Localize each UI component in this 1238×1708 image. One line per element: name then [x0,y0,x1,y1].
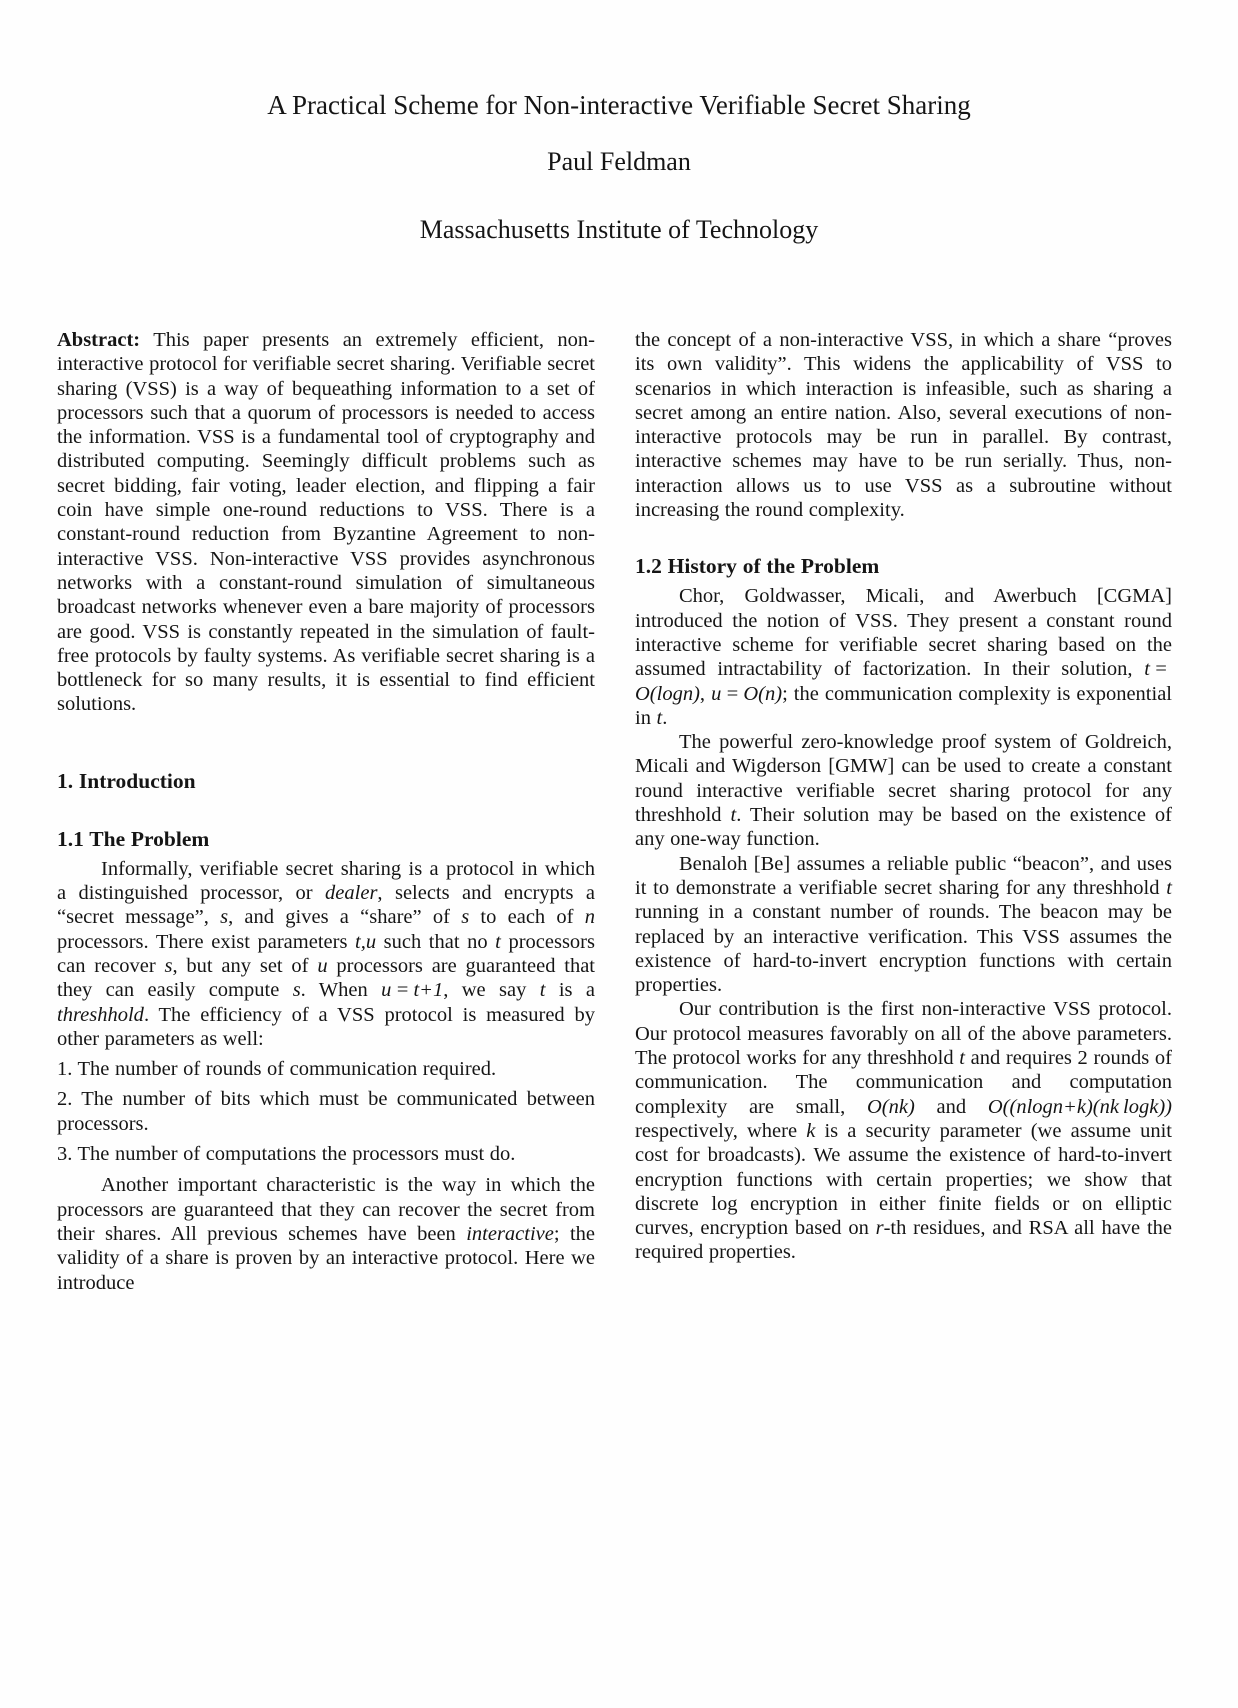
abstract-text: This paper presents an extremely efficient, non-interactive protocol for verifiable secret sharing. Verifiable secret sharing (VSS) is a way of bequeathing information to a set of processors such that a quorum of processors is needed to access the information. VSS is a fundamental tool of cryptography and distributed computing. Seemingly difficult problems such as secret bidding, fair voting, leader election, and flipping a fair coin have simple one-round reductions to VSS. There is a constant-round reduction from Byzantine Agreement to non-interactive VSS. Non-interactive VSS provides asynchronous networks with a constant-round simulation of simultaneous broadcast networks whenever even a bare majority of processors are good. VSS is constantly repeated in the simulation of fault-free protocols by faulty systems. As verifiable secret sharing is a bottleneck for so many results, it is essential to find efficient solutions. [57,329,595,716]
paragraph-contribution [635,997,1172,1264]
text-segment: The powerful zero-knowledge proof system of Goldreich, Micali and Wigderson [GMW] can be used to create a constant round interactive verifiable secret sharing protocol for any threshhold [635,731,1172,827]
right-column [635,328,1172,1265]
text-segment: is a security parameter (we assume unit cost for broadcasts). We assume the existence of hard-to-invert encryption functions with certain properties; we show that discrete log encryption in either finite fields or on elliptic curves, encryption based on [635,1119,1172,1240]
text-segment: s [164,954,173,977]
text-segment: and requires 2 rounds of communication. The communication and computation complexity are small, [635,1047,1172,1118]
text-segment: . [662,706,668,729]
paragraph-cgma [635,584,1172,730]
text-segment: s [292,979,301,1002]
text-segment: u [317,954,328,977]
paragraph-problem [57,857,595,1051]
text-segment: , we say [443,979,540,1002]
abstract-paragraph [57,328,595,717]
subsection-heading-history: 1.2 History of the Problem [635,554,880,579]
text-segment: t [539,979,546,1002]
text-segment: t [959,1047,965,1070]
text-segment: t,u [355,930,377,953]
text-segment: t = O(logn) [635,658,1172,705]
paper-title: A Practical Scheme for Non-interactive Verifiable Secret Sharing [267,90,971,120]
text-segment: u = t+1 [381,979,444,1002]
text-segment: t [495,930,501,953]
text-segment: threshhold [57,1003,144,1026]
text-segment: t [1166,876,1172,899]
text-segment: Benaloh [Be] assumes a reliable public “beacon”, and uses it to demonstrate a verifiable secret sharing for any threshhold [635,852,1172,899]
text-segment: t [730,804,737,827]
text-segment: running in a constant number of rounds. The beacon may be replaced by an interactive verification. This VSS assumes the existence of hard-to-invert encryption functions with certain properties. [635,901,1172,997]
text-segment: . The efficiency of a VSS protocol is measured by other parameters as well: [57,1003,595,1050]
text-segment: . When [300,979,382,1002]
paper-affiliation: Massachusetts Institute of Technology [419,215,819,244]
text-segment: -th residues, and RSA all have the required properties. [635,1217,1172,1264]
paragraph-continuation: the concept of a non-interactive VSS, in which a share “proves its own validity”. This widens the applicability of VSS to scenarios in which interaction is infeasible, such as sharing a secret among an entire nation. Also, several executions of non-interactive protocols may be run in parallel. By contrast, interactive schemes may have to be run serially. Thus, non-interaction allows us to use VSS as a subroutine without increasing the round complexity. [635,329,1172,522]
text-segment: r [875,1217,884,1240]
paper-author: Paul Feldman [547,147,691,176]
text-segment: , selects and encrypts a “secret message”, [57,882,595,929]
text-segment: k [806,1119,816,1142]
abstract-label: Abstract: [57,329,141,351]
text-segment: Another important characteristic is the way in which the processors are guaranteed that they can recover the secret from their shares. All previous schemes have been [57,1174,595,1245]
text-segment: O(nk) [866,1095,915,1118]
list-item-bits: 2. The number of bits which must be communicated between processors. [57,1088,595,1135]
text-segment: u = O(n) [711,682,783,705]
paragraph-benaloh [635,852,1172,998]
text-segment: Chor, Goldwasser, Micali, and Awerbuch [CGMA] introduced the notion of VSS. They present a constant round interactive scheme for verifiable secret sharing based on the assumed intractability of factorization. In their solution, [635,585,1172,681]
text-segment: s [220,906,229,929]
text-segment: and [914,1095,988,1118]
text-segment: O((nlogn+k)(nk logk)) [987,1095,1172,1118]
text-segment: , but any set of [172,954,318,977]
text-segment: ; the validity of a share is proven by an interactive protocol. Here we introduce [57,1222,595,1294]
text-segment: respectively, where [635,1119,807,1142]
text-segment: to each of [469,906,585,929]
text-segment: interactive [466,1222,554,1245]
text-segment: processors are guaranteed that they can easily compute [57,954,596,1002]
left-column [57,328,595,1295]
text-segment: t [656,706,663,729]
text-segment: n [584,906,595,929]
text-segment: Informally, verifiable secret sharing is a protocol in which a distinguished processor, or [57,857,595,905]
section-heading-introduction: 1. Introduction [57,768,196,793]
text-segment: , [699,682,712,705]
list-item-rounds: 1. The number of rounds of communication required. [57,1058,497,1081]
subsection-heading-problem: 1.1 The Problem [57,826,210,851]
list-item-computations: 3. The number of computations the processors must do. [57,1143,516,1166]
text-segment: processors can recover [57,930,595,977]
text-segment: such that no [376,930,496,953]
paragraph-another-characteristic [57,1173,595,1294]
text-segment: ; the communication complexity is exponential in [635,682,1172,729]
text-segment: dealer [325,882,378,905]
text-segment: is a [545,979,595,1002]
text-segment: Our contribution is the first non-interactive VSS protocol. Our protocol measures favorably on all of the above parameters. The protocol works for any threshhold [635,998,1172,1070]
paragraph-gmw [635,730,1172,851]
text-segment: s [461,906,470,929]
text-segment: , and gives a “share” of [228,906,462,929]
text-segment: . Their solution may be based on the existence of any one-way function. [635,804,1172,851]
text-segment: processors. There exist parameters [57,930,355,953]
